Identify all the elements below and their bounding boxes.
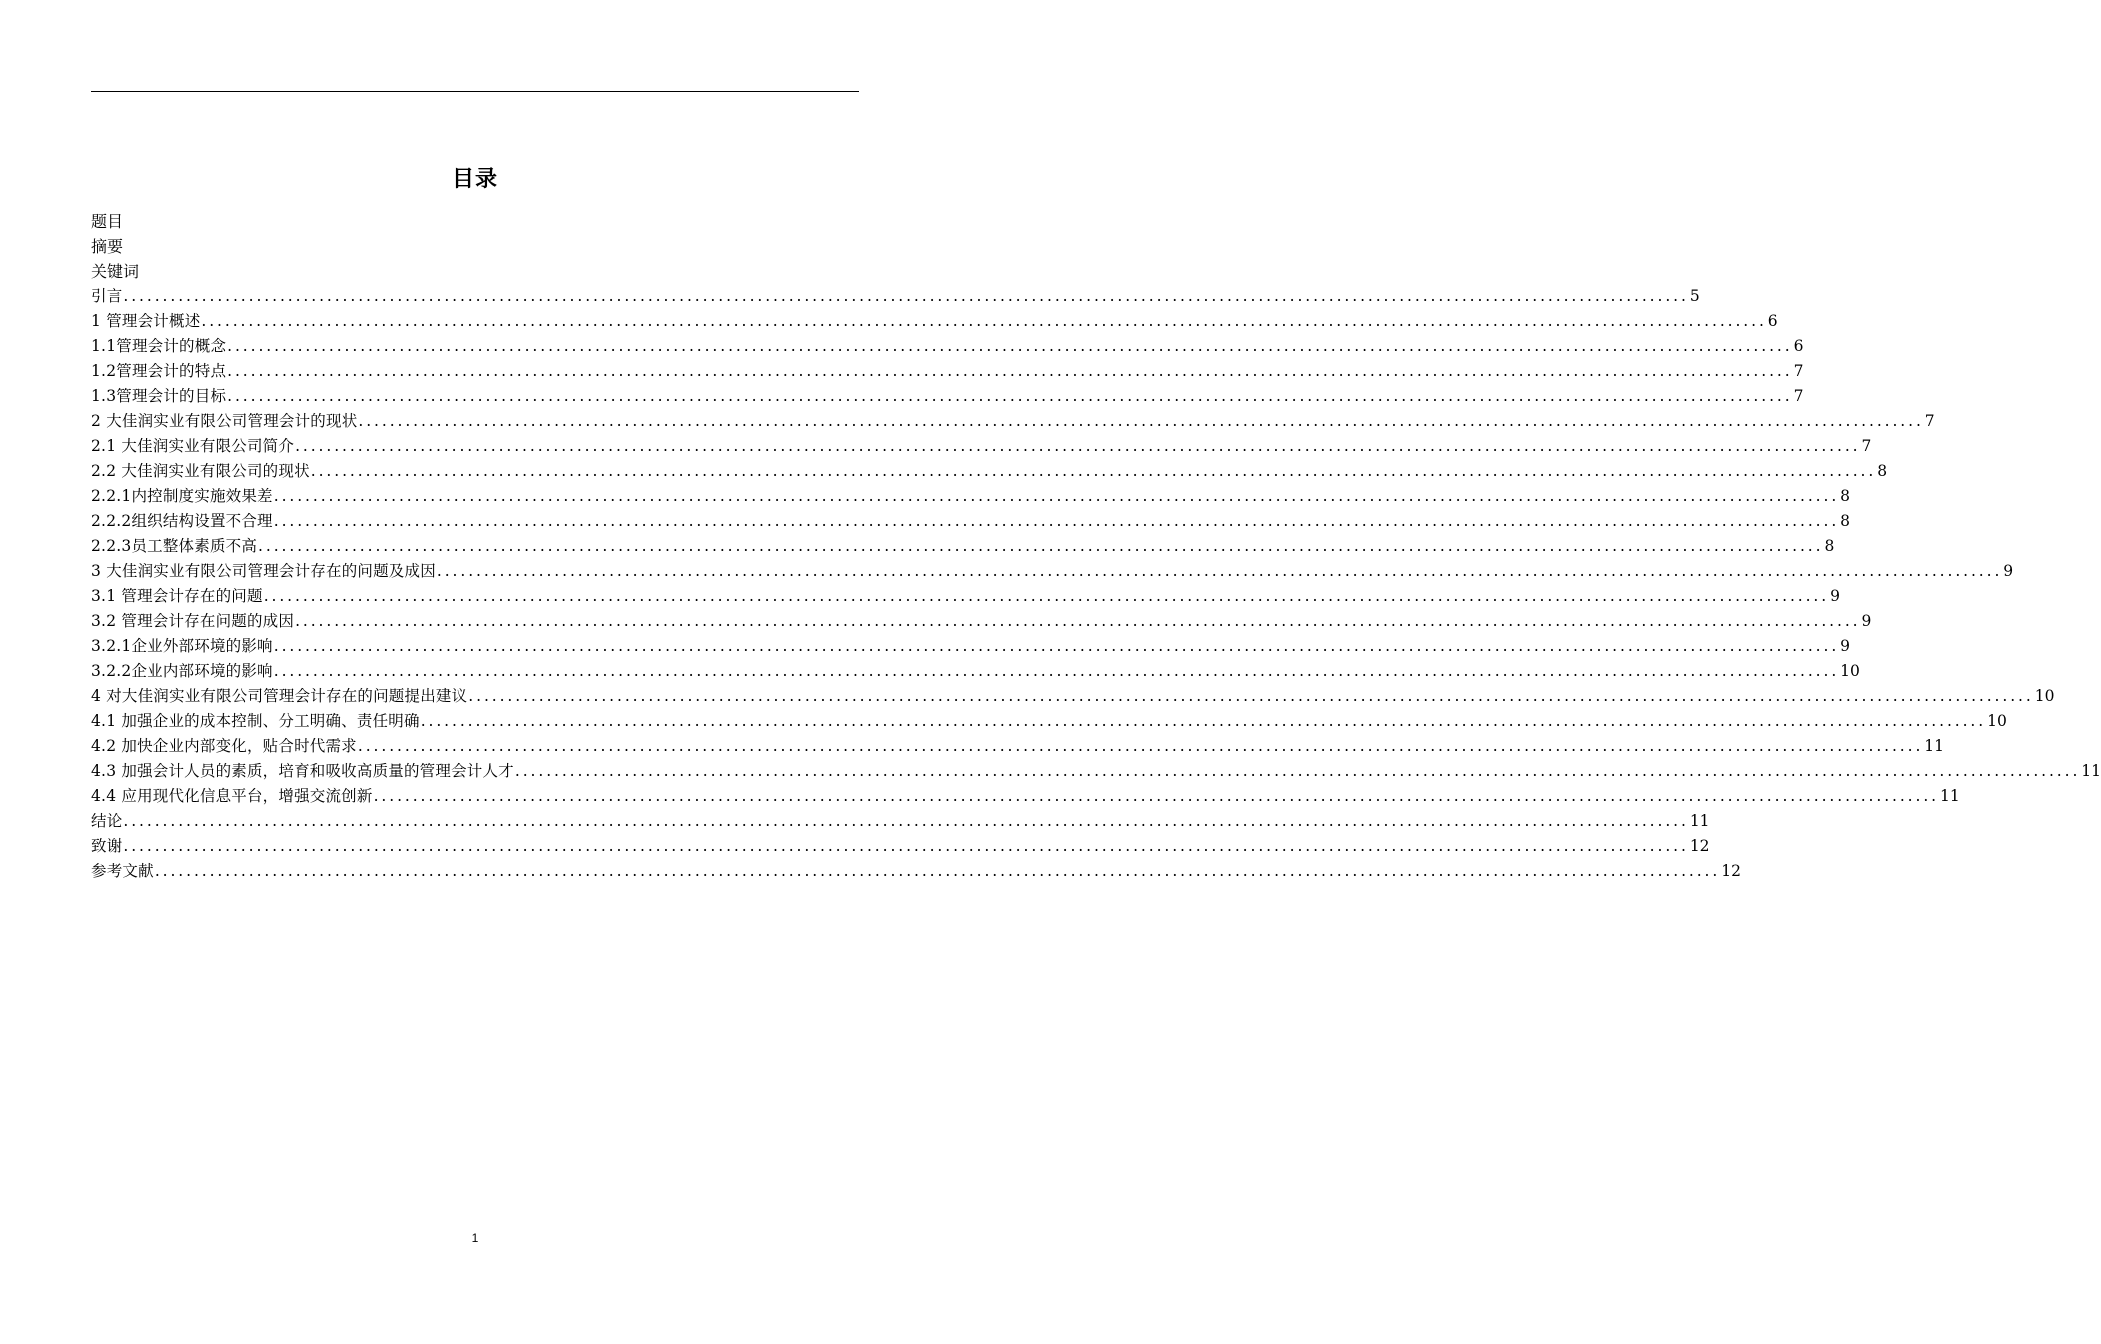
toc-entry-text: 3.2.2企业内部环境的影响 [91,662,273,680]
toc-entry[interactable] [91,384,1804,409]
toc-entry[interactable] [91,759,2101,784]
toc-dot-leader: ........................................................................................................................................................................................................ [273,512,1840,530]
toc-entry-page: 6 [1793,337,1804,355]
toc-entry-page: 8 [1877,462,1888,480]
toc-dot-leader: ........................................................................................................................................................................................................ [227,387,1793,405]
toc-entry-page: 11 [2081,762,2101,780]
toc-dot-leader: ........................................................................................................................................................................................................ [154,862,1721,880]
header-rule [91,91,859,92]
toc-entry[interactable] [91,359,1804,384]
toc-dot-leader: ........................................................................................................................................................................................................ [468,687,2034,705]
toc-entry[interactable] [91,584,1840,609]
toc-entry-text: 3 大佳润实业有限公司管理会计存在的问题及成因 [91,562,436,580]
toc-dot-leader: ........................................................................................................................................................................................................ [420,712,1987,730]
toc-entry-text: 4.1 加强企业的成本控制、分工明确、责任明确 [91,712,420,730]
toc-entry-text: 4.3 加强会计人员的素质，培育和吸收高质量的管理会计人才 [91,762,514,780]
toc-entry-page: 12 [1721,862,1741,880]
toc-dot-leader: ........................................................................................................................................................................................................ [273,487,1840,505]
toc-dot-leader: ........................................................................................................................................................................................................ [227,337,1793,355]
toc-entry-page: 7 [1793,362,1804,380]
toc-entry-text: 致谢 [91,837,123,855]
toc-entry-page: 10 [1840,662,1860,680]
toc-entry-page: 11 [1924,737,1945,755]
toc-entry-text: 参考文献 [91,862,154,880]
toc-entry-page: 11 [1689,812,1710,830]
toc-dot-leader: ........................................................................................................................................................................................................ [273,662,1840,680]
toc-dot-leader: ........................................................................................................................................................................................................ [310,462,1877,480]
toc-dot-leader: ........................................................................................................................................................................................................ [123,812,1689,830]
toc-entry-page: 7 [1861,437,1872,455]
toc-dot-leader: ........................................................................................................................................................................................................ [357,737,1924,755]
toc-entry-page: 8 [1824,537,1835,555]
toc-entry-text: 引言 [91,287,123,305]
toc-entry[interactable] [91,284,1700,309]
toc-entry[interactable] [91,859,1741,884]
toc-entry-text: 3.2.1企业外部环境的影响 [91,637,273,655]
toc-entry[interactable] [91,534,1835,559]
toc-entry-text: 1.2管理会计的特点 [91,362,227,380]
toc-entry[interactable] [91,609,1872,634]
toc-entry-text: 2.2.2组织结构设置不合理 [91,512,273,530]
toc-dot-leader: ........................................................................................................................................................................................................ [514,762,2081,780]
toc-entry[interactable] [91,409,1935,434]
toc-entry-text: 2.2.3员工整体素质不高 [91,537,258,555]
front-matter-list [91,209,859,284]
toc-entry-text: 1 管理会计概述 [91,312,201,330]
toc-entry-page: 9 [1830,587,1840,605]
toc-entry-text: 2.2 大佳润实业有限公司的现状 [91,462,310,480]
toc-entry-text: 4 对大佳润实业有限公司管理会计存在的问题提出建议 [91,687,468,705]
toc-dot-leader: ........................................................................................................................................................................................................ [123,287,1689,305]
toc-entry-page: 9 [2003,562,2014,580]
toc-entry-page: 5 [1689,287,1700,305]
toc-entry[interactable] [91,709,2007,734]
toc-entry[interactable] [91,309,1778,334]
toc-entry-page: 8 [1840,487,1851,505]
toc-dot-leader: ........................................................................................................................................................................................................ [201,312,1767,330]
toc-entry-text: 1.1管理会计的概念 [91,337,227,355]
toc-list [91,284,2101,884]
toc-entry-page: 7 [1924,412,1935,430]
toc-entry[interactable] [91,459,1888,484]
toc-dot-leader: ........................................................................................................................................................................................................ [295,612,1861,630]
toc-dot-leader: ........................................................................................................................................................................................................ [263,587,1830,605]
toc-entry-page: 10 [2034,687,2055,705]
toc-dot-leader: ........................................................................................................................................................................................................ [373,787,1939,805]
toc-dot-leader: ........................................................................................................................................................................................................ [273,637,1840,655]
toc-dot-leader: ........................................................................................................................................................................................................ [436,562,2003,580]
toc-entry-page: 11 [1940,787,1960,805]
page-number: 1 [471,1231,479,1245]
toc-entry-text: 3.1 管理会计存在的问题 [91,587,263,605]
toc-entry-page: 8 [1840,512,1851,530]
toc-entry-page: 6 [1767,312,1778,330]
toc-entry-text: 4.2 加快企业内部变化，贴合时代需求 [91,737,357,755]
toc-entry[interactable] [91,834,1710,859]
toc-entry-page: 9 [1861,612,1872,630]
toc-entry-text: 4.4 应用现代化信息平台，增强交流创新 [91,787,373,805]
toc-entry-text: 2.1 大佳润实业有限公司简介 [91,437,295,455]
toc-dot-leader: ........................................................................................................................................................................................................ [258,537,1824,555]
toc-entry[interactable] [91,784,1960,809]
toc-entry[interactable] [91,734,1945,759]
toc-entry[interactable] [91,559,2014,584]
toc-entry-page: 7 [1793,387,1804,405]
front-matter-item: 关键词 [91,262,140,281]
toc-entry[interactable] [91,484,1851,509]
toc-entry[interactable] [91,634,1851,659]
toc-dot-leader: ........................................................................................................................................................................................................ [123,837,1689,855]
toc-entry[interactable] [91,509,1851,534]
toc-entry[interactable] [91,684,2055,709]
toc-entry[interactable] [91,334,1804,359]
toc-dot-leader: ........................................................................................................................................................................................................ [295,437,1861,455]
page-title: 目录 [451,167,498,192]
toc-entry-text: 2 大佳润实业有限公司管理会计的现状 [91,412,358,430]
toc-entry-text: 结论 [91,812,123,830]
toc-entry[interactable] [91,434,1872,459]
toc-dot-leader: ........................................................................................................................................................................................................ [358,412,1924,430]
toc-dot-leader: ........................................................................................................................................................................................................ [227,362,1793,380]
toc-entry[interactable] [91,659,1860,684]
front-matter-item: 题目 [91,212,124,231]
toc-entry-text: 1.3管理会计的目标 [91,387,227,405]
toc-entry-text: 2.2.1内控制度实施效果差 [91,487,273,505]
toc-entry-text: 3.2 管理会计存在问题的成因 [91,612,295,630]
toc-entry-page: 10 [1987,712,2007,730]
toc-entry-page: 12 [1689,837,1710,855]
toc-entry-page: 9 [1840,637,1851,655]
front-matter-item: 摘要 [91,237,124,256]
toc-entry[interactable] [91,809,1710,834]
